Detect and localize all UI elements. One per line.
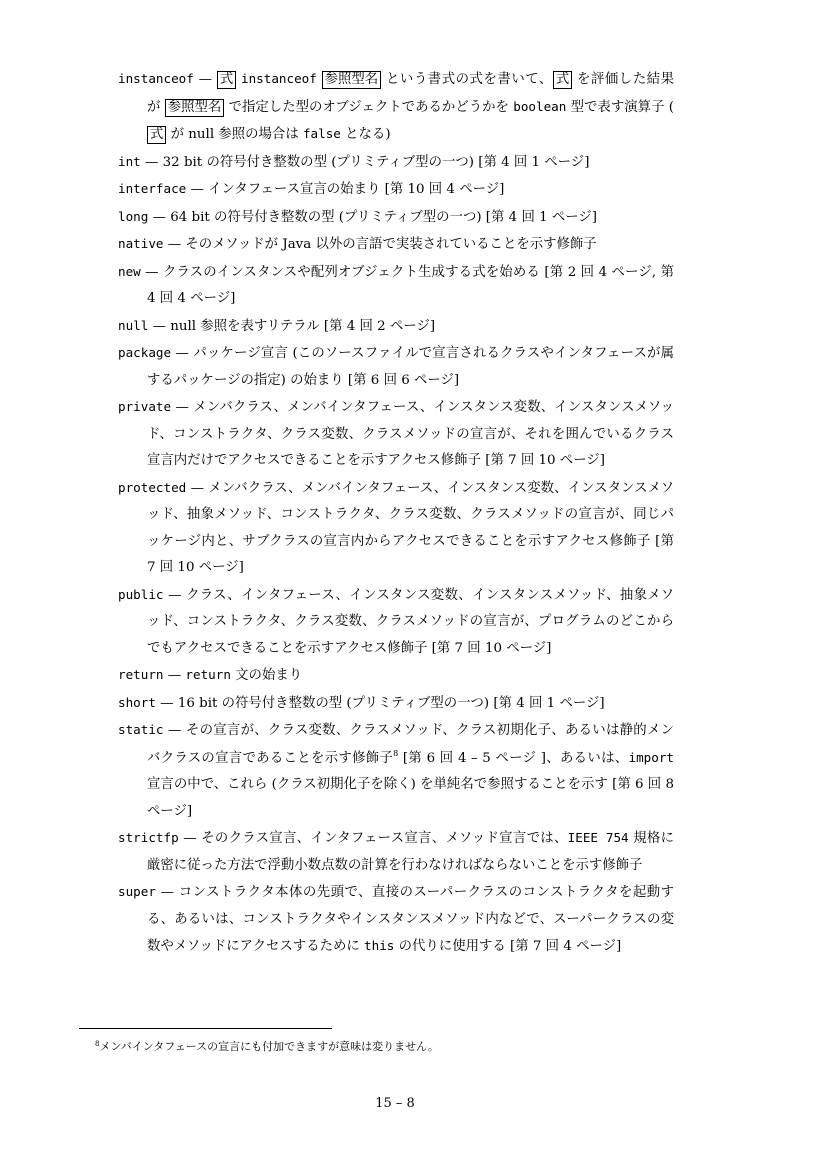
keyword-term: long xyxy=(118,208,149,224)
definition-text: — メンバクラス、メンバインタフェース、インスタンス変数、インスタンスメソッド、コンストラクタ、クラス変数、クラスメソッドの宣言が、それを囲んでいるクラス宣言内だけでアクセスできることを示すアクセス修飾子 [第 7 回 10 ページ] xyxy=(147,400,674,468)
keyword-term: strictfp xyxy=(118,830,179,845)
definition-text: 宣言の中で、これら (クラス初期化子を除く) を単純名で参照することを示す [第 6 回 8 ページ] xyxy=(147,777,674,819)
definition-text: — そのクラス宣言、インタフェース宣言、メソッド宣言では、 xyxy=(178,831,568,846)
glossary-entry-int xyxy=(118,149,674,177)
keyword-term: new xyxy=(118,263,141,279)
keyword-term: protected xyxy=(118,479,187,495)
definition-text: — クラスのインスタンスや配列オブジェクト生成する式を始める [第 2 回 4 ページ, 第 4 回 4 ページ] xyxy=(140,264,674,306)
glossary-entry-super xyxy=(118,879,674,961)
syntax-placeholder-box: 式 xyxy=(147,126,166,144)
keyword-term: package xyxy=(118,345,172,360)
definition-text: が null 参照の場合は xyxy=(166,127,303,142)
definition-text: 型で表す演算子 ( xyxy=(566,99,674,115)
definition-text: という書式の式を書いて、 xyxy=(381,72,553,87)
keyword-glossary-list xyxy=(118,66,674,961)
definition-text: — xyxy=(193,72,217,87)
glossary-entry-private xyxy=(118,394,674,475)
glossary-entry-null xyxy=(118,313,674,341)
syntax-placeholder-box: 参照型名 xyxy=(165,99,225,117)
definition-text: で指定した型のオブジェクトであるかどうかを xyxy=(224,99,514,115)
definition-text: — null 参照を表すリテラル [第 4 回 2 ページ] xyxy=(148,318,436,334)
code-literal: IEEE 754 xyxy=(567,830,629,845)
definition-text: を評価した結果が xyxy=(147,72,674,115)
keyword-term: static xyxy=(118,722,164,737)
definition-text: — その宣言が、クラス変数、クラスメソッド、クラス初期化子、あるいは静的メンバクラスの宣言であることを示す修飾子 xyxy=(147,723,674,766)
keyword-term: native xyxy=(118,236,164,251)
syntax-placeholder-box: 式 xyxy=(217,71,236,89)
glossary-entry-native xyxy=(118,231,674,259)
code-literal: instanceof xyxy=(241,71,317,86)
glossary-entry-interface xyxy=(118,176,674,204)
glossary-entry-long xyxy=(118,204,674,232)
glossary-entry-package xyxy=(118,340,674,394)
glossary-entry-short xyxy=(118,690,674,718)
code-literal: boolean xyxy=(513,98,567,114)
page-number: 15 – 8 xyxy=(375,1096,415,1111)
keyword-term: return xyxy=(118,667,164,682)
syntax-placeholder-box: 参照型名 xyxy=(322,71,382,89)
glossary-entry-return xyxy=(118,662,674,690)
definition-text: — xyxy=(163,668,186,683)
code-literal: import xyxy=(628,749,674,765)
keyword-term: private xyxy=(118,399,172,414)
definition-text: — 64 bit の符号付き整数の型 (プリミティブ型の一つ) [第 4 回 1 ページ] xyxy=(148,209,598,225)
code-literal: return xyxy=(185,667,231,682)
definition-text: — パッケージ宣言 (このソースファイルで宣言されるクラスやインタフェースが属するパッケージの指定) の始まり [第 6 回 6 ページ] xyxy=(147,346,674,388)
glossary-entry-instanceof xyxy=(118,66,674,149)
definition-text: — クラス、インタフェース、インスタンス変数、インスタンスメソッド、抽象メソッド、コンストラクタ、クラス変数、クラスメソッドの宣言が、プログラムのどこからでもアクセスできることを示すアクセス修飾子 [第 7 回 10 ページ] xyxy=(147,587,674,656)
glossary-entry-static xyxy=(118,717,674,825)
definition-text: 規格に厳密に従った方法で浮動小数点数の計算を行わなければならないことを示す修飾子 xyxy=(147,831,674,873)
keyword-term: short xyxy=(118,694,156,710)
glossary-entry-new xyxy=(118,259,674,313)
keyword-term: public xyxy=(118,586,164,602)
footnote-divider xyxy=(79,1028,332,1029)
glossary-entry-public xyxy=(118,582,674,663)
definition-text: — インタフェース宣言の始まり [第 10 回 4 ページ] xyxy=(186,182,505,197)
footnote xyxy=(95,1039,695,1055)
keyword-term: int xyxy=(118,153,141,169)
keyword-term: null xyxy=(118,317,149,333)
definition-text: [第 6 回 4 – 5 ページ ]、あるいは、 xyxy=(398,750,629,766)
definition-text: 文の始まり xyxy=(230,668,303,683)
definition-text: — そのメソッドが Java 以外の言語で実装されていることを示す修飾子 xyxy=(163,237,597,252)
definition-text: — 16 bit の符号付き整数の型 (プリミティブ型の一つ) [第 4 回 1 ページ] xyxy=(155,695,605,711)
definition-text: — メンバクラス、メンバインタフェース、インスタンス変数、インスタンスメソッド、抽象メソッド、コンストラクタ、クラス変数、クラスメソッドの宣言が、同じパッケージ内と、サブクラスの宣言内からアクセスできることを示すアクセス修飾子 [第 7 回 10 ページ] xyxy=(147,480,674,575)
definition-text: の代りに使用する [第 7 回 4 ページ] xyxy=(394,939,622,954)
keyword-term: instanceof xyxy=(118,71,194,86)
footnote-mark: 8 xyxy=(95,1040,100,1048)
glossary-entry-protected xyxy=(118,475,674,582)
keyword-term: super xyxy=(118,884,156,899)
keyword-term: interface xyxy=(118,181,187,196)
syntax-placeholder-box: 式 xyxy=(553,71,572,89)
glossary-entry-strictfp xyxy=(118,825,674,879)
code-literal: false xyxy=(302,126,341,141)
definition-text: — 32 bit の符号付き整数の型 (プリミティブ型の一つ) [第 4 回 1 ページ] xyxy=(140,154,590,170)
definition-text: となる) xyxy=(340,127,391,142)
footnote-reference: 8 xyxy=(393,748,399,758)
code-literal: this xyxy=(364,938,395,953)
definition-text: — コンストラクタ本体の先頭で、直接のスーパークラスのコンストラクタを起動する、あるいは、コンストラクタやインスタンスメソッド内などで、スーパークラスの変数やメソッドにアクセスするために xyxy=(147,885,674,954)
footnote-text: メンバインタフェースの宣言にも付加できますが意味は変りません。 xyxy=(99,1040,439,1053)
